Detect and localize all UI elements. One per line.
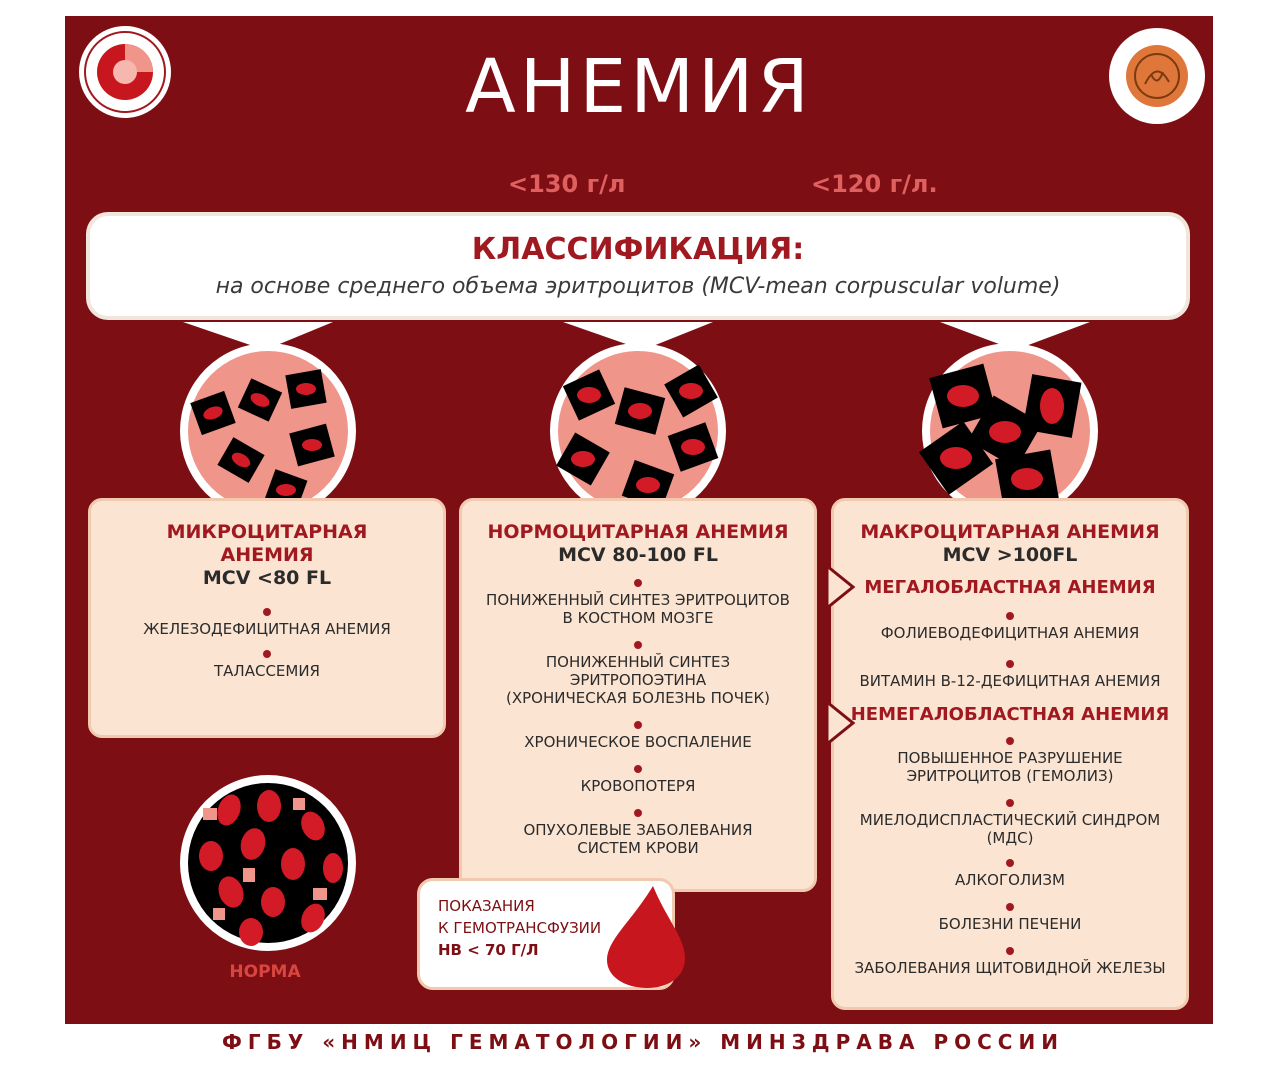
- bullet-icon: [634, 579, 642, 587]
- transfusion-line3: НВ < 70 Г/Л: [438, 941, 539, 959]
- list-item-text: ПОВЫШЕННОЕ РАЗРУШЕНИЕ: [897, 749, 1123, 767]
- bullet-icon: [634, 641, 642, 649]
- bullet-icon: [263, 608, 271, 616]
- list-item: [462, 721, 814, 751]
- list-item-text: МИЕЛОДИСПЛАСТИЧЕСКИЙ СИНДРОМ: [859, 811, 1161, 829]
- transfusion-line1: ПОКАЗАНИЯ: [438, 897, 535, 915]
- list-item-text: БОЛЕЗНИ ПЕЧЕНИ: [938, 915, 1082, 933]
- list-item-text: ОПУХОЛЕВЫЕ ЗАБОЛЕВАНИЯ: [523, 821, 753, 839]
- microcytic-card: [88, 498, 446, 738]
- bullet-icon: [1006, 947, 1014, 955]
- list-item-text: ЗАБОЛЕВАНИЯ ЩИТОВИДНОЙ ЖЕЛЕЗЫ: [854, 959, 1166, 977]
- blood-drop-icon: [601, 882, 691, 992]
- transfusion-line2: К ГЕМОТРАНСФУЗИИ: [438, 919, 602, 937]
- list-item: [834, 859, 1186, 889]
- bullet-icon: [263, 650, 271, 658]
- classification-banner: [90, 216, 1186, 316]
- microcytic-title-line2: АНЕМИЯ: [220, 544, 314, 566]
- list-item-text: ЭРИТРОПОЭТИНА: [569, 671, 707, 689]
- list-item-text: (МДС): [986, 829, 1034, 847]
- list-item: [91, 608, 443, 638]
- list-item-text: ФОЛИЕВОДЕФИЦИТНАЯ АНЕМИЯ: [880, 624, 1140, 642]
- list-item: [834, 947, 1186, 977]
- list-item: [834, 903, 1186, 933]
- page-title: АНЕМИЯ: [465, 44, 813, 130]
- bullet-icon: [1006, 903, 1014, 911]
- list-item: [834, 660, 1186, 690]
- list-item-text: КРОВОПОТЕРЯ: [580, 777, 696, 795]
- macrocytic-mcv: MCV >100FL: [942, 544, 1078, 566]
- list-item-text: СИСТЕМ КРОВИ: [577, 839, 699, 857]
- list-item-text: ХРОНИЧЕСКОЕ ВОСПАЛЕНИЕ: [524, 733, 752, 751]
- list-item: [834, 737, 1186, 785]
- hb-threshold-men: <130 г/л: [508, 170, 626, 198]
- norma-label: НОРМА: [229, 962, 301, 982]
- nonmegaloblastic-title: НЕМЕГАЛОБЛАСТНАЯ АНЕМИЯ: [850, 704, 1170, 725]
- list-item: [462, 641, 814, 707]
- bullet-icon: [1006, 660, 1014, 668]
- poster: [65, 16, 1213, 1024]
- list-item: [462, 809, 814, 857]
- list-item: [834, 799, 1186, 847]
- hb-threshold-women: <120 г/л.: [811, 170, 938, 198]
- list-item: [834, 612, 1186, 642]
- bullet-icon: [634, 809, 642, 817]
- bullet-icon: [1006, 612, 1014, 620]
- list-item: [462, 579, 814, 627]
- list-item-text: ПОНИЖЕННЫЙ СИНТЕЗ: [545, 653, 731, 671]
- bullet-icon: [634, 765, 642, 773]
- list-item-text: АЛКОГОЛИЗМ: [954, 871, 1065, 889]
- list-item-text: В КОСТНОМ МОЗГЕ: [562, 609, 714, 627]
- bullet-icon: [1006, 799, 1014, 807]
- megaloblastic-title: МЕГАЛОБЛАСТНАЯ АНЕМИЯ: [864, 577, 1156, 598]
- normal-cells-illustration: [173, 768, 363, 958]
- macrocytic-title: МАКРОЦИТАРНАЯ АНЕМИЯ: [860, 521, 1160, 543]
- normocytic-title: НОРМОЦИТАРНАЯ АНЕМИЯ: [487, 521, 789, 543]
- bullet-icon: [634, 721, 642, 729]
- macrocytic-card: [831, 498, 1189, 1010]
- normocytic-card: [459, 498, 817, 892]
- microcytic-title-line1: МИКРОЦИТАРНАЯ: [166, 521, 368, 543]
- bullet-icon: [1006, 737, 1014, 745]
- chevron-right-icon: [823, 562, 863, 612]
- bullet-icon: [1006, 859, 1014, 867]
- list-item-text: ЖЕЛЕЗОДЕФИЦИТНАЯ АНЕМИЯ: [143, 620, 391, 638]
- classification-heading: КЛАССИФИКАЦИЯ:: [471, 232, 805, 267]
- list-item: [462, 765, 814, 795]
- chevron-right-icon: [823, 698, 863, 748]
- normocytic-mcv: MCV 80-100 FL: [558, 544, 718, 566]
- list-item-text: ВИТАМИН В-12-ДЕФИЦИТНАЯ АНЕМИЯ: [859, 672, 1161, 690]
- microcytic-mcv: MCV <80 FL: [202, 567, 332, 589]
- list-item-text: ПОНИЖЕННЫЙ СИНТЕЗ ЭРИТРОЦИТОВ: [486, 591, 790, 609]
- footer-text: ФГБУ «НМИЦ ГЕМАТОЛОГИИ» МИНЗДРАВА РОССИИ: [222, 1030, 1064, 1054]
- list-item: [91, 650, 443, 680]
- classification-subtitle: на основе среднего объема эритроцитов (MCV-mean corpuscular volume): [215, 274, 1061, 299]
- list-item-text: ЭРИТРОЦИТОВ (ГЕМОЛИЗ): [906, 767, 1114, 785]
- list-item-text: ТАЛАССЕМИЯ: [214, 662, 320, 680]
- list-item-text: (ХРОНИЧЕСКАЯ БОЛЕЗНЬ ПОЧЕК): [506, 689, 770, 707]
